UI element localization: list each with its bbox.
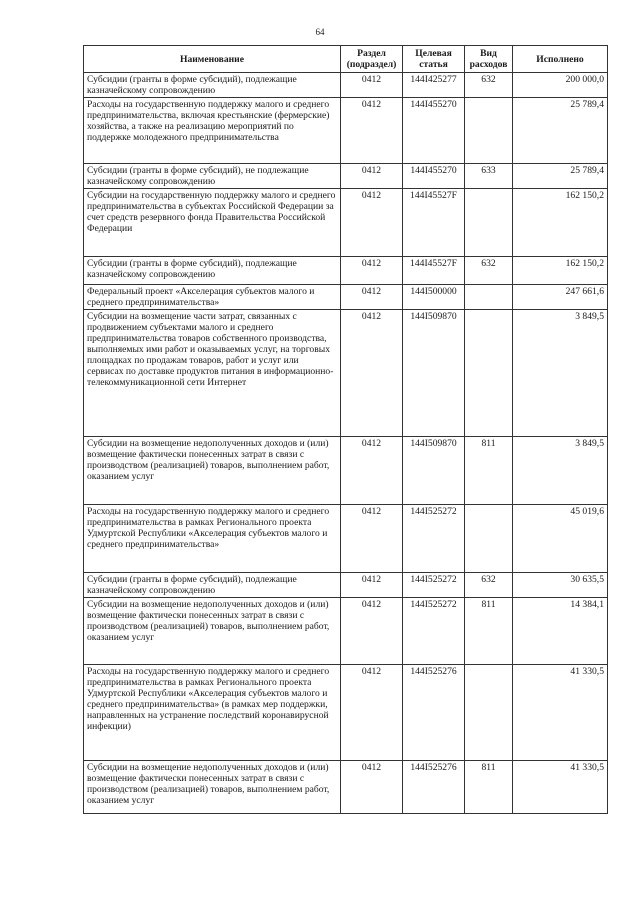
cell-amount: 45 019,6 — [513, 505, 608, 573]
col-header-kind: Вид расходов — [465, 46, 513, 73]
table-row — [84, 598, 608, 665]
table-row — [84, 310, 608, 437]
cell-section: 0412 — [341, 285, 403, 310]
table-row — [84, 257, 608, 285]
cell-section: 0412 — [341, 310, 403, 437]
cell-kind: 632 — [465, 573, 513, 598]
table-row — [84, 761, 608, 814]
cell-kind: 632 — [465, 257, 513, 285]
cell-kind: 633 — [465, 164, 513, 189]
cell-section: 0412 — [341, 598, 403, 665]
cell-article: 144I45527F — [403, 257, 465, 285]
cell-amount: 247 661,6 — [513, 285, 608, 310]
header-row — [84, 46, 608, 73]
cell-section: 0412 — [341, 98, 403, 164]
cell-amount: 200 000,0 — [513, 73, 608, 98]
cell-kind: 632 — [465, 73, 513, 98]
table-row — [84, 73, 608, 98]
cell-name: Федеральный проект «Акселерация субъектов малого и среднего предпринимательства» — [84, 285, 341, 310]
cell-name: Расходы на государственную поддержку малого и среднего предпринимательства в рамках Регионального проекта Удмуртской Республики «Акселерация субъектов малого и среднего предпринимательства» (в рамках мер поддержки, направленных на устранение последствий коронавирусной инфекции) — [84, 665, 341, 761]
cell-name: Субсидии на возмещение части затрат, связанных с продвижением субъектами малого и среднего предпринимательства товаров собственного производства, выполняемых ими работ и оказываемых услуг, на торговых площадках по продажам товаров, работ и услуг или сервисах по доставке продуктов питания в информационно-телекоммуникационной сети Интернет — [84, 310, 341, 437]
budget-table — [83, 45, 608, 814]
cell-amount: 25 789,4 — [513, 98, 608, 164]
cell-amount: 3 849,5 — [513, 437, 608, 505]
cell-article: 144I45527F — [403, 189, 465, 257]
cell-name: Субсидии (гранты в форме субсидий), подлежащие казначейскому сопровождению — [84, 257, 341, 285]
cell-amount: 30 635,5 — [513, 573, 608, 598]
cell-kind: 811 — [465, 761, 513, 814]
cell-article: 144I509870 — [403, 310, 465, 437]
cell-article: 144I455270 — [403, 164, 465, 189]
cell-amount: 25 789,4 — [513, 164, 608, 189]
cell-section: 0412 — [341, 761, 403, 814]
cell-article: 144I455270 — [403, 98, 465, 164]
col-header-article: Целевая статья — [403, 46, 465, 73]
cell-section: 0412 — [341, 189, 403, 257]
cell-name: Субсидии на возмещение недополученных доходов и (или) возмещение фактически понесенных затрат в связи с производством (реализацией) товаров, выполнением работ, оказанием услуг — [84, 437, 341, 505]
table-row — [84, 665, 608, 761]
cell-amount: 162 150,2 — [513, 189, 608, 257]
cell-section: 0412 — [341, 73, 403, 98]
table-row — [84, 285, 608, 310]
cell-kind — [465, 505, 513, 573]
cell-amount: 162 150,2 — [513, 257, 608, 285]
cell-name: Субсидии (гранты в форме субсидий), подлежащие казначейскому сопровождению — [84, 573, 341, 598]
cell-kind — [465, 98, 513, 164]
cell-kind — [465, 665, 513, 761]
cell-name: Субсидии на возмещение недополученных доходов и (или) возмещение фактически понесенных затрат в связи с производством (реализацией) товаров, выполнением работ, оказанием услуг — [84, 598, 341, 665]
cell-name: Субсидии на возмещение недополученных доходов и (или) возмещение фактически понесенных затрат в связи с производством (реализацией) товаров, выполнением работ, оказанием услуг — [84, 761, 341, 814]
cell-section: 0412 — [341, 573, 403, 598]
table-row — [84, 98, 608, 164]
cell-article: 144I525272 — [403, 505, 465, 573]
cell-amount: 41 330,5 — [513, 761, 608, 814]
cell-amount: 14 384,1 — [513, 598, 608, 665]
cell-name: Субсидии на государственную поддержку малого и среднего предпринимательства в субъектах Российской Федерации за счет средств резервного фонда Правительства Российской Федерации — [84, 189, 341, 257]
col-header-name: Наименование — [84, 46, 341, 73]
cell-article: 144I525276 — [403, 665, 465, 761]
table-row — [84, 505, 608, 573]
table-row — [84, 437, 608, 505]
cell-amount: 41 330,5 — [513, 665, 608, 761]
cell-article: 144I509870 — [403, 437, 465, 505]
col-header-section: Раздел (подраздел) — [341, 46, 403, 73]
cell-section: 0412 — [341, 437, 403, 505]
cell-name: Субсидии (гранты в форме субсидий), не подлежащие казначейскому сопровождению — [84, 164, 341, 189]
cell-article: 144I500000 — [403, 285, 465, 310]
cell-kind — [465, 189, 513, 257]
cell-name: Субсидии (гранты в форме субсидий), подлежащие казначейскому сопровождению — [84, 73, 341, 98]
cell-amount: 3 849,5 — [513, 310, 608, 437]
cell-kind — [465, 310, 513, 437]
cell-section: 0412 — [341, 257, 403, 285]
cell-section: 0412 — [341, 505, 403, 573]
cell-section: 0412 — [341, 665, 403, 761]
cell-article: 144I525272 — [403, 573, 465, 598]
page-number: 64 — [315, 27, 325, 37]
cell-name: Расходы на государственную поддержку малого и среднего предпринимательства в рамках Регионального проекта Удмуртской Республики «Акселерация субъектов малого и среднего предпринимательства» — [84, 505, 341, 573]
cell-article: 144I425277 — [403, 73, 465, 98]
cell-article: 144I525272 — [403, 598, 465, 665]
cell-kind: 811 — [465, 598, 513, 665]
col-header-amount: Исполнено — [513, 46, 608, 73]
table-row — [84, 573, 608, 598]
cell-name: Расходы на государственную поддержку малого и среднего предпринимательства, включая крестьянские (фермерские) хозяйства, а также на реализацию мероприятий по поддержке молодежного предпринимательства — [84, 98, 341, 164]
table-row — [84, 164, 608, 189]
table-row — [84, 189, 608, 257]
cell-section: 0412 — [341, 164, 403, 189]
cell-kind — [465, 285, 513, 310]
cell-article: 144I525276 — [403, 761, 465, 814]
cell-kind: 811 — [465, 437, 513, 505]
